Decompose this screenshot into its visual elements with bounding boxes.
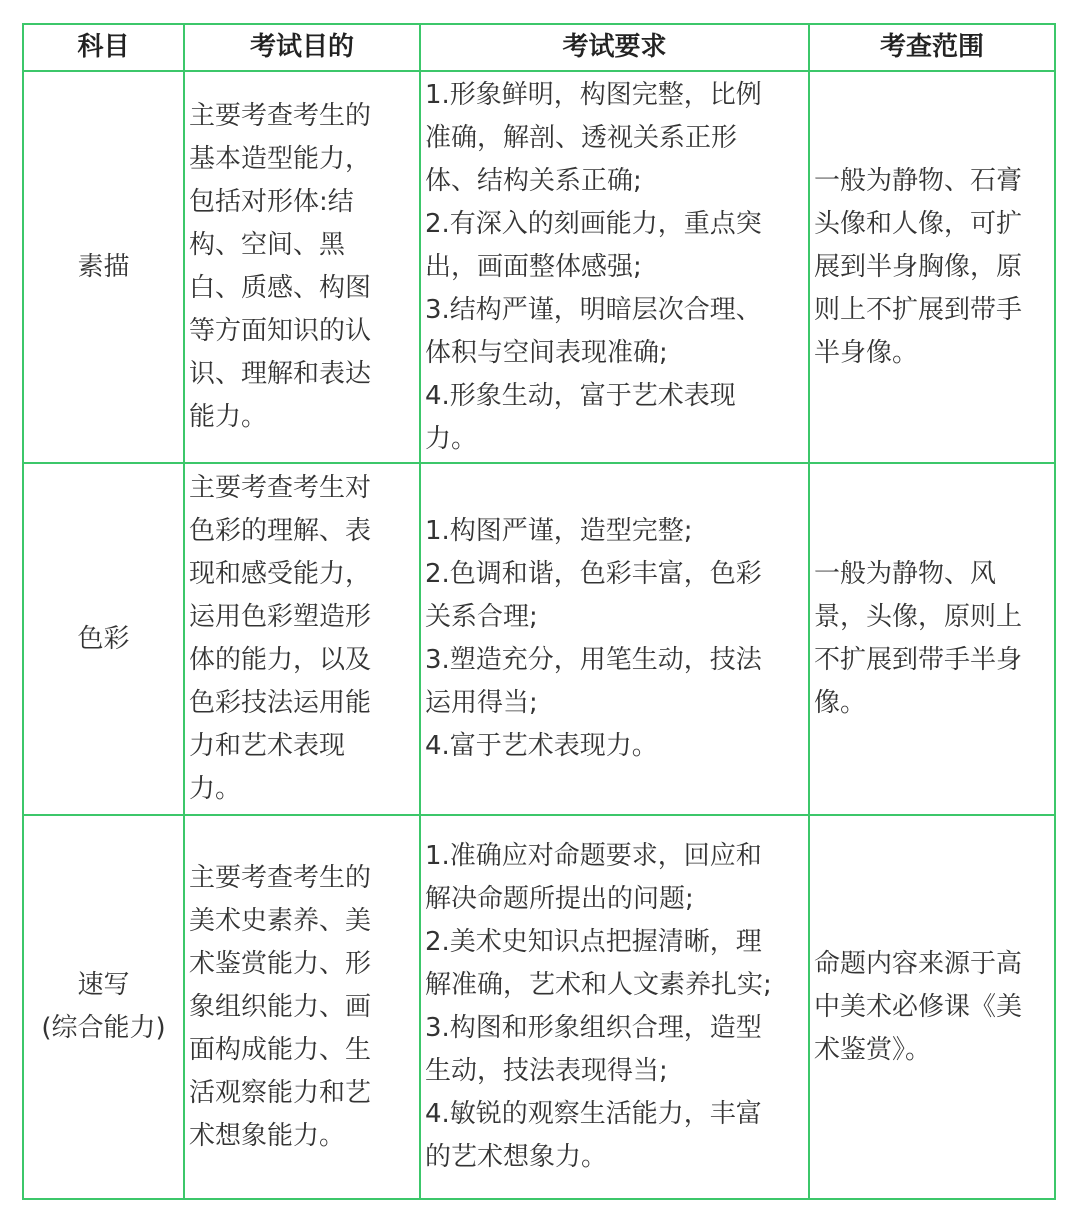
requirement-line: 1.构图严谨，造型完整; [425, 516, 693, 546]
requirement-line: 解准确，艺术和人文素养扎实; [425, 970, 772, 1000]
header-requirements: 考试要求 [420, 24, 809, 71]
purpose-line: 主要考查考生的 [189, 862, 372, 893]
requirement-line: 力。 [425, 423, 478, 454]
purpose-line: 能力。 [189, 402, 268, 432]
subject-cell [23, 71, 184, 463]
requirement-line: 运用得当; [425, 688, 538, 718]
purpose-line: 基本造型能力， [189, 144, 372, 174]
requirement-line: 体积与空间表现准确; [425, 337, 668, 368]
subject-cell [23, 463, 184, 815]
subject-name: 色彩 [77, 623, 130, 654]
purpose-line: 白、质感、构图 [189, 273, 372, 303]
subject-name: 速写 [77, 970, 130, 1000]
scope-line: 一般为静物、风 [814, 559, 997, 589]
requirement-line: 1.准确应对命题要求，回应和 [425, 841, 762, 871]
requirement-line: 4.形象生动，富于艺术表现 [425, 380, 736, 411]
requirements-cell [420, 463, 809, 815]
purpose-line: 象组织能力、画 [189, 991, 372, 1022]
purpose-line: 活观察能力和艺 [189, 1077, 372, 1108]
scope-line: 景，头像，原则上 [814, 602, 1023, 632]
purpose-line: 体的能力，以及 [189, 645, 372, 675]
requirement-line: 体、结构关系正确; [425, 165, 642, 196]
purpose-line: 力和艺术表现 [189, 731, 346, 761]
purpose-cell [184, 815, 420, 1199]
scope-line: 命题内容来源于高 [814, 948, 1023, 979]
purpose-line: 主要考查考生对 [189, 473, 372, 503]
subject-subtitle: (综合能力) [41, 1013, 166, 1043]
requirement-line: 出，画面整体感强; [425, 251, 642, 282]
purpose-cell [184, 71, 420, 463]
scope-cell [809, 815, 1055, 1199]
purpose-line: 现和感受能力， [189, 559, 372, 589]
requirement-line: 关系合理; [425, 602, 538, 632]
requirement-line: 2.美术史知识点把握清晰，理 [425, 927, 762, 957]
purpose-line: 面构成能力、生 [189, 1034, 372, 1065]
requirements-cell [420, 71, 809, 463]
scope-line: 头像和人像，可扩 [814, 208, 1023, 239]
requirements-cell [420, 815, 809, 1199]
requirement-line: 2.有深入的刻画能力，重点突 [425, 208, 762, 239]
purpose-line: 美术史素养、美 [189, 905, 372, 936]
scope-line: 术鉴赏》。 [814, 1034, 932, 1065]
requirement-line: 3.塑造充分，用笔生动，技法 [425, 645, 762, 675]
table-row-color [23, 463, 1055, 815]
requirement-line: 4.敏锐的观察生活能力，丰富 [425, 1099, 762, 1129]
scope-line: 不扩展到带手半身 [814, 645, 1023, 675]
requirement-line: 2.色调和谐，色彩丰富，色彩 [425, 559, 762, 589]
requirement-line: 生动，技法表现得当; [425, 1056, 668, 1086]
scope-cell [809, 71, 1055, 463]
header-scope: 考查范围 [809, 24, 1055, 71]
header-row [23, 24, 1055, 71]
subject-cell [23, 815, 184, 1199]
purpose-cell [184, 463, 420, 815]
requirement-line: 1.形象鲜明，构图完整，比例 [425, 79, 762, 110]
scope-line: 展到半身胸像，原 [814, 251, 1023, 282]
table-row-sketch [23, 71, 1055, 463]
header-purpose: 考试目的 [184, 24, 420, 71]
purpose-line: 识、理解和表达 [189, 359, 372, 389]
requirement-line: 解决命题所提出的问题; [425, 884, 694, 914]
requirement-line: 3.结构严谨，明暗层次合理、 [425, 294, 762, 325]
purpose-line: 主要考查考生的 [189, 101, 372, 131]
purpose-line: 力。 [189, 774, 242, 804]
scope-line: 一般为静物、石膏 [814, 165, 1023, 196]
table-row-quick-sketch [23, 815, 1055, 1199]
purpose-line: 等方面知识的认 [189, 316, 372, 346]
scope-cell [809, 463, 1055, 815]
subject-name: 素描 [77, 251, 130, 282]
purpose-line: 色彩的理解、表 [189, 516, 372, 546]
scope-line: 中美术必修课《美 [814, 991, 1023, 1022]
scope-line: 则上不扩展到带手 [814, 294, 1023, 325]
scope-line: 像。 [814, 688, 867, 718]
purpose-line: 包括对形体:结 [189, 187, 354, 217]
purpose-line: 色彩技法运用能 [189, 688, 372, 718]
purpose-line: 运用色彩塑造形 [189, 602, 372, 632]
purpose-line: 构、空间、黑 [189, 230, 346, 260]
header-subject: 科目 [23, 24, 184, 71]
purpose-line: 术鉴赏能力、形 [189, 948, 372, 979]
scope-line: 半身像。 [814, 337, 919, 368]
requirement-line: 的艺术想象力。 [425, 1142, 608, 1172]
exam-requirements-table [22, 23, 1056, 1200]
requirement-line: 3.构图和形象组织合理，造型 [425, 1013, 762, 1043]
requirement-line: 4.富于艺术表现力。 [425, 731, 658, 761]
requirement-line: 准确，解剖、透视关系正形 [425, 122, 738, 153]
purpose-line: 术想象能力。 [189, 1120, 346, 1151]
